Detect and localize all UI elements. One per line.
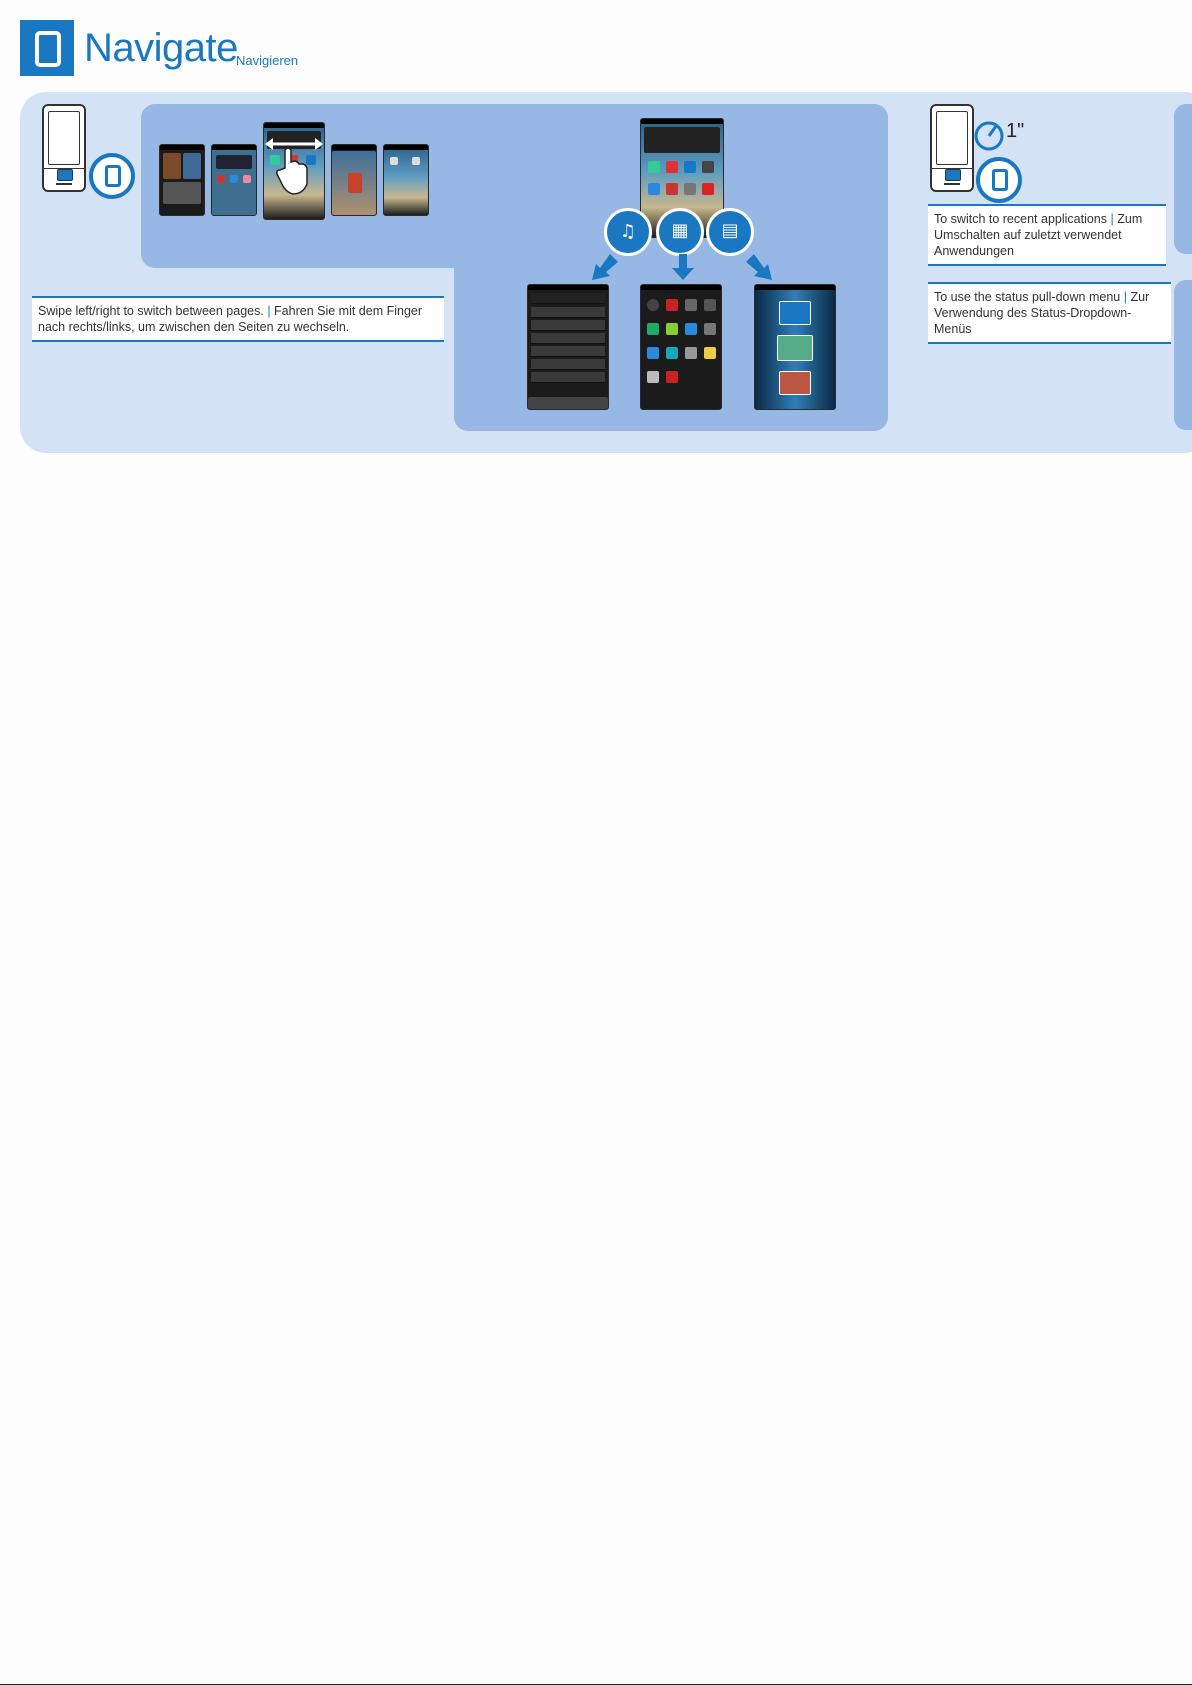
branch-arrows [588,252,778,284]
page-subtitle: Navigieren [236,53,299,68]
grid-icon: ▦ [656,208,704,256]
music-library-screen [527,284,609,410]
video-gallery-screen [754,284,836,410]
screen-page-1 [159,144,205,216]
device-illustration-recent [930,104,974,192]
next-panel-top [1174,104,1192,254]
swipe-instruction: Swipe left/right to switch between pages. | Fahren Sie mit dem Finger nach rechts/links, um zwischen den Seiten zu wechseln. [32,296,444,342]
music-icon: ♫ [604,208,652,256]
status-menu-instruction: To use the status pull-down menu | Zur Verwendung des Status-Dropdown-Menüs [928,282,1171,344]
next-panel-bottom [1174,280,1192,430]
hold-duration: 1" [1006,120,1025,142]
recent-apps-instruction: To switch to recent applications | Zum Umschalten auf zuletzt verwendet Anwendungen [928,204,1166,266]
apps-screen [640,284,722,410]
hand-pointer-icon [263,128,325,204]
home-key-icon [89,153,135,199]
page-title: Navigate [84,26,238,70]
screen-page-4 [331,144,377,216]
home-key-icon [976,157,1022,203]
screen-page-5 [383,144,429,216]
timer-icon [974,118,1006,152]
screen-page-2 [211,144,257,216]
device-illustration [42,104,86,192]
film-icon: ▤ [706,208,754,256]
header-home-icon [20,20,74,76]
